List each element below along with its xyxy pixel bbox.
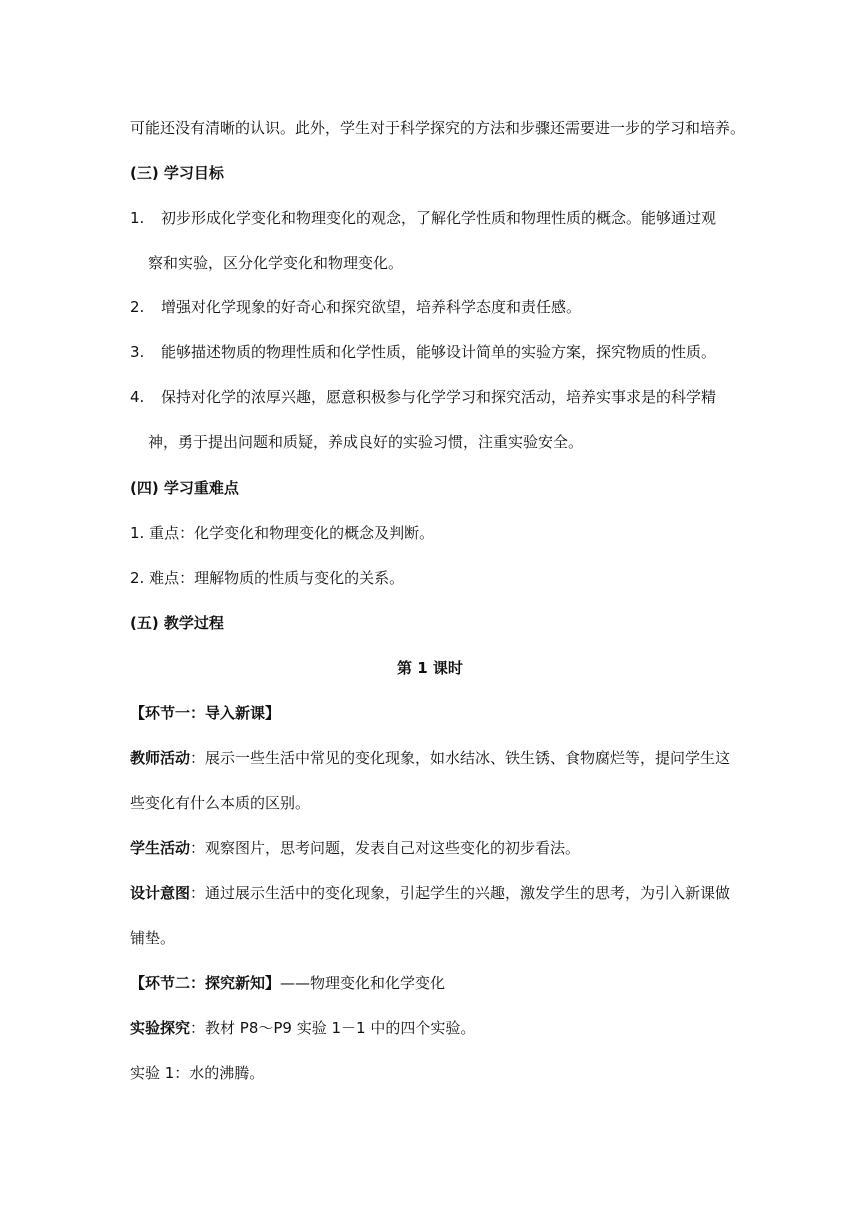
student-activity-line: [130, 838, 580, 858]
experiment-1-text: 实验 1：水的沸腾。: [130, 1064, 265, 1082]
stage2-title-line: [130, 973, 445, 993]
stage1-title: 【环节一：导入新课】: [130, 704, 281, 722]
objectives-heading: (三) 学习目标: [130, 164, 224, 182]
objective-number: 1.: [130, 209, 145, 227]
design-intent-line: [130, 883, 730, 903]
process-heading: (五) 教学过程: [130, 614, 224, 632]
experiment-line: [130, 1018, 475, 1038]
key-point-item: 1. 重点：化学变化和物理变化的概念及判断。: [130, 524, 435, 542]
lesson-title: 第 1 课时: [397, 659, 463, 677]
student-activity-label: 学生活动: [130, 839, 191, 857]
design-intent-text: ：通过展示生活中的变化现象，引起学生的兴趣，激发学生的思考，为引入新课做: [190, 884, 731, 902]
design-intent-label: 设计意图: [130, 884, 191, 902]
objective-text-continued: 神，勇于提出问题和质疑，养成良好的实验习惯，注重实验安全。: [148, 433, 584, 451]
experiment-text: ：教材 P8～P9 实验 1－1 中的四个实验。: [190, 1019, 476, 1037]
teacher-activity-line: [130, 748, 730, 768]
objective-text-continued: 察和实验，区分化学变化和物理变化。: [148, 254, 404, 272]
student-activity-text: ：观察图片，思考问题，发表自己对这些变化的初步看法。: [190, 839, 581, 857]
objective-number: 2.: [130, 298, 145, 316]
objective-text: 能够描述物质的物理性质和化学性质，能够设计简单的实验方案，探究物质的性质。: [161, 343, 717, 361]
teacher-activity-label: 教师活动: [130, 749, 191, 767]
intro-tail-text: 可能还没有清晰的认识。此外，学生对于科学探究的方法和步骤还需要进一步的学习和培养。: [130, 119, 746, 137]
teacher-activity-text-continued: 些变化有什么本质的区别。: [130, 794, 311, 812]
objective-text: 保持对化学的浓厚兴趣，愿意积极参与化学学习和探究活动，培养实事求是的科学精: [161, 388, 717, 406]
stage2-title-suffix: ——物理变化和化学变化: [280, 974, 446, 992]
design-intent-text-continued: 铺垫。: [130, 929, 176, 947]
objective-text: 初步形成化学变化和物理变化的观念，了解化学性质和物理性质的概念。能够通过观: [161, 209, 717, 227]
teacher-activity-text: ：展示一些生活中常见的变化现象，如水结冰、铁生锈、食物腐烂等，提问学生这: [190, 749, 731, 767]
key-point-item: 2. 难点：理解物质的性质与变化的关系。: [130, 569, 405, 587]
objective-number: 3.: [130, 343, 145, 361]
objective-number: 4.: [130, 388, 145, 406]
experiment-label: 实验探究: [130, 1019, 191, 1037]
stage2-title: 【环节二：探究新知】: [130, 974, 281, 992]
objective-text: 增强对化学现象的好奇心和探究欲望，培养科学态度和责任感。: [161, 298, 582, 316]
key-points-heading: (四) 学习重难点: [130, 479, 239, 497]
